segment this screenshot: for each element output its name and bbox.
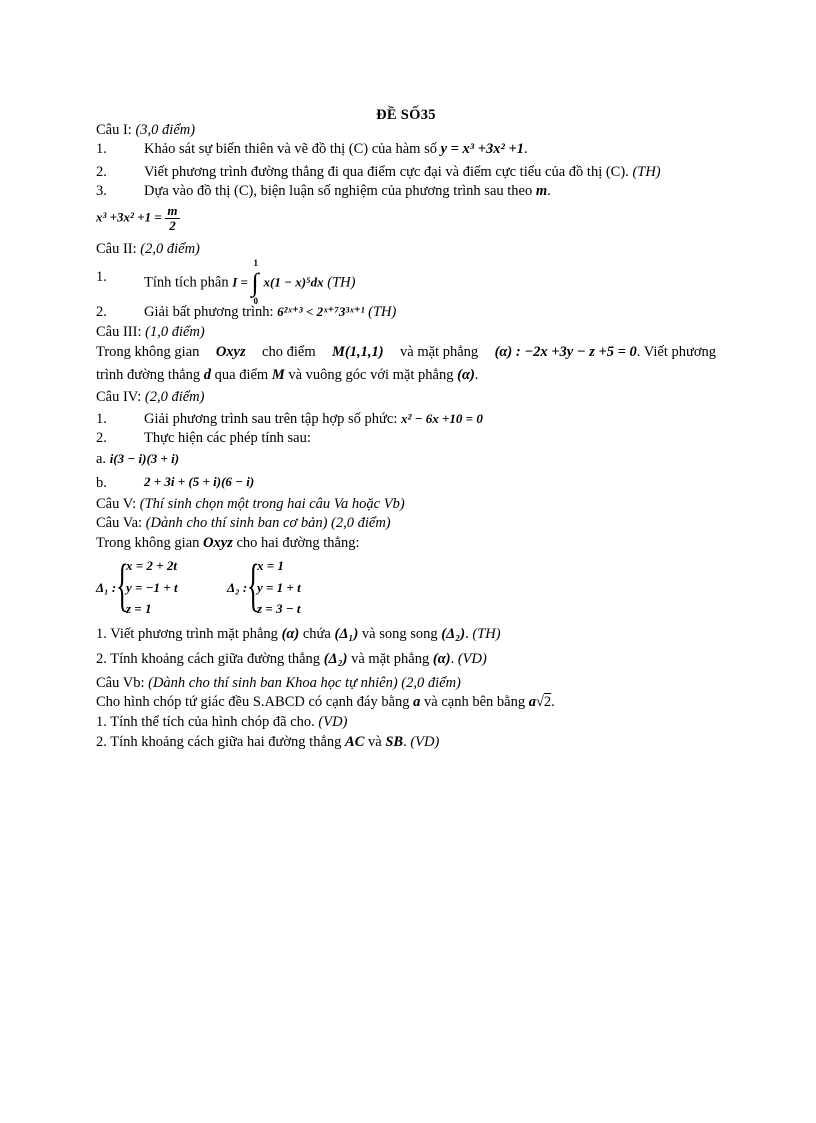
page-title: ĐỀ SỐ35 [376,107,436,123]
cau5a-question-2: 2. Tính khoảng cách giữa đường thẳng (Δ₂) và mặt phẳng (α). (VD) [96,651,487,667]
fraction: $\frac{m}{2}$ [167,203,178,233]
integral-symbol: ∫ 1 0 [251,258,259,306]
cau5-heading: Câu V: (Thí sinh chọn một trong hai câu Va hoặc Vb) [96,496,405,512]
cau1-label: Câu I: [96,122,132,138]
cau1-heading [96,121,195,139]
cau5a-question-1: 1. Viết phương trình mặt phẳng (α) chứa (Δ₁) và song song (Δ₂). (TH) [96,626,501,642]
cau5b-line-1: Cho hình chóp tứ giác đều S.ABCD có cạnh đáy bằng a và cạnh bên bằng a√2. [96,694,555,710]
brace-icon: { [247,552,260,617]
brace-icon: { [116,552,129,617]
cau5a-intro: Trong không gian Oxyz cho hai đường thẳng: [96,535,360,551]
cau5a-heading: Câu Va: (Dành cho thí sinh ban cơ bản) (2,0 điểm) [96,515,391,531]
cau3-line-2: trình đường thẳng d qua điểm M và vuông góc với mặt phẳng (α). [96,367,479,383]
cau5b-question-2: 2. Tính khoảng cách giữa hai đường thẳng AC và SB. (VD) [96,734,440,750]
cau1-points: (3,0 điểm) [135,122,196,138]
cau3-heading: Câu III: (1,0 điểm) [96,324,205,340]
cau5b-question-1: 1. Tính thể tích của hình chóp đã cho. (VD) [96,714,348,730]
cau2-heading: Câu II: (2,0 điểm) [96,241,200,257]
delta1-system: Δ₁ : { x = 2 + 2t y = −1 + t z = 1 [96,552,178,617]
cau1-function: y = x³ +3x² +1 [440,141,525,157]
delta2-system: Δ₂ : { x = 1 y = 1 + t z = 3 − t [227,552,301,617]
cau3-line-1: Trong không gian Oxyz cho điểm M(1,1,1) và mặt phẳng (α) : −2x +3y − z +5 = 0. Viết phương [96,344,716,360]
cau4-heading: Câu IV: (2,0 điểm) [96,389,205,405]
cau1-equation: x³ +3x² +1 = $\frac{m}{2}$ [96,203,178,233]
cau4-part-a: a. i(3 − i)(3 + i) [96,451,180,467]
cau5b-heading: Câu Vb: (Dành cho thí sinh ban Khoa học tự nhiên) (2,0 điểm) [96,675,461,691]
